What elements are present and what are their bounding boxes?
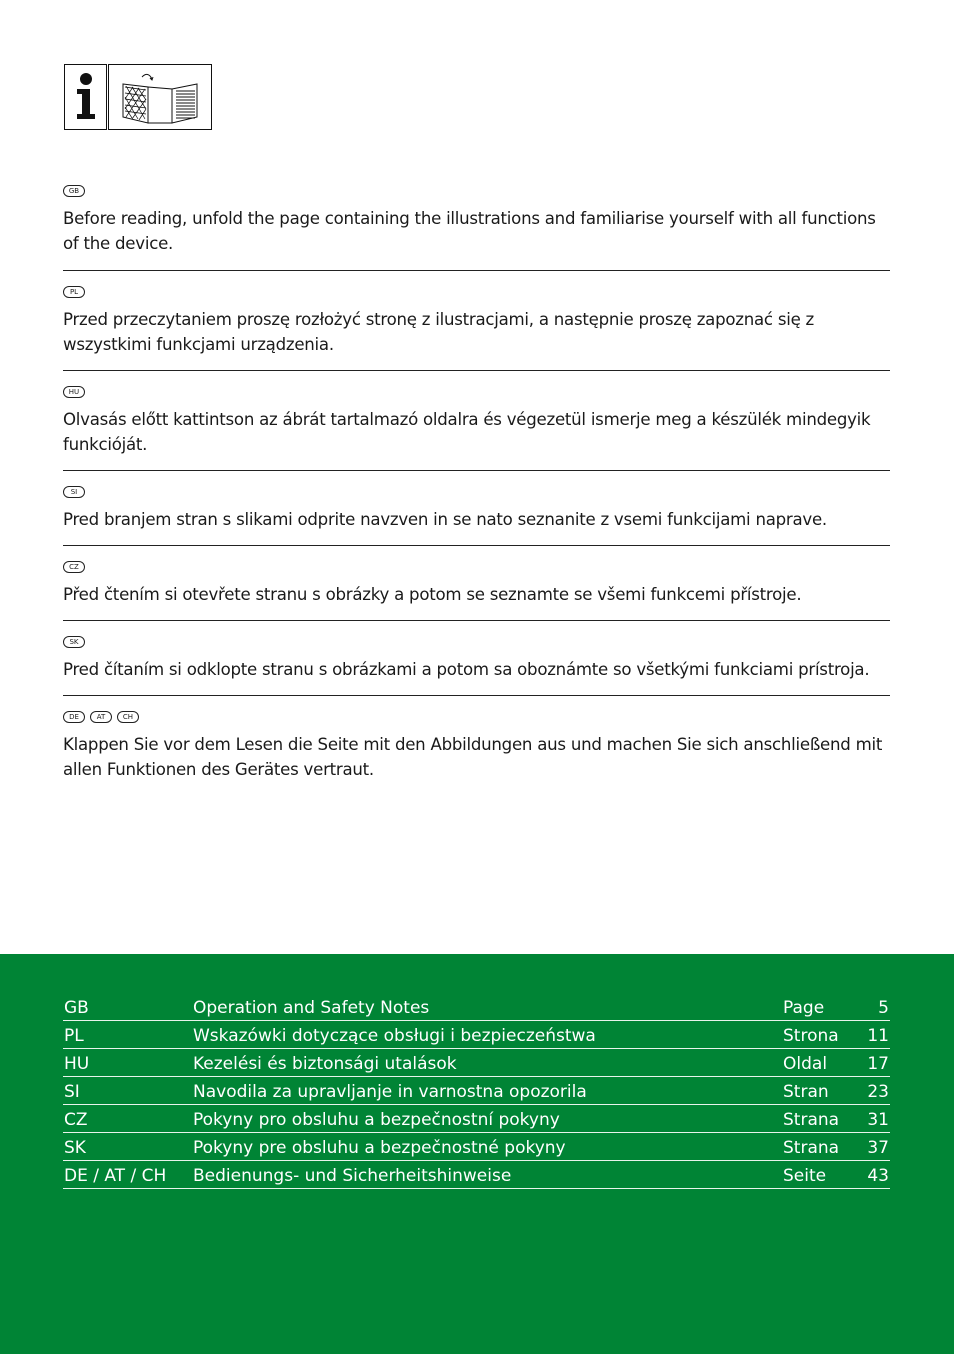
toc-page-word: Strana <box>783 1138 840 1158</box>
table-of-contents <box>63 994 890 1189</box>
country-badge-gb: GB <box>63 185 85 197</box>
toc-language-code: SI <box>64 1082 80 1102</box>
country-badge-at: AT <box>90 711 112 723</box>
note-cz <box>63 546 890 621</box>
note-de-at-ch <box>63 696 890 796</box>
toc-row-si[interactable] <box>63 1078 890 1105</box>
toc-row-sk[interactable] <box>63 1134 890 1161</box>
toc-title: Pokyny pre obsluhu a bezpečnostné pokyny <box>193 1138 566 1158</box>
country-badge-sk: SK <box>63 636 85 648</box>
header-icons <box>64 64 212 130</box>
toc-row-hu[interactable] <box>63 1050 890 1077</box>
note-text: Před čtením si otevřete stranu s obrázky a potom se seznamte se všemi funkcemi přístroje. <box>63 585 802 604</box>
toc-language-code: PL <box>64 1026 84 1046</box>
toc-language-code: CZ <box>64 1110 88 1130</box>
toc-row-gb[interactable] <box>63 994 890 1021</box>
note-pl <box>63 271 890 371</box>
toc-page-number: 5 <box>878 998 889 1018</box>
country-badge-hu: HU <box>63 386 85 398</box>
toc-title: Navodila za upravljanje in varnostna opozorila <box>193 1082 587 1102</box>
toc-title: Operation and Safety Notes <box>193 998 430 1018</box>
note-gb <box>63 185 890 271</box>
toc-title: Pokyny pro obsluhu a bezpečnostní pokyny <box>193 1110 560 1130</box>
toc-page-number: 37 <box>867 1138 889 1158</box>
unfold-notes <box>63 185 890 796</box>
toc-page-number: 11 <box>867 1026 889 1046</box>
contents-panel <box>0 954 954 1354</box>
country-badge-de: DE <box>63 711 85 723</box>
toc-page-word: Stran <box>783 1082 829 1102</box>
info-icon <box>64 64 107 130</box>
toc-title: Kezelési és biztonsági utalások <box>193 1054 457 1074</box>
toc-row-pl[interactable] <box>63 1022 890 1049</box>
toc-page-number: 23 <box>867 1082 889 1102</box>
toc-row-de-at-ch[interactable] <box>63 1162 890 1189</box>
toc-page-word: Strona <box>783 1026 839 1046</box>
toc-language-code: GB <box>64 998 89 1018</box>
note-text: Pred čítaním si odklopte stranu s obrázkami a potom sa oboznámte so všetkými funkciami prístroja. <box>63 660 870 679</box>
note-text: Klappen Sie vor dem Lesen die Seite mit den Abbildungen aus und machen Sie sich anschließend mit allen Funktionen des Gerätes vertraut. <box>63 735 883 779</box>
toc-language-code: SK <box>64 1138 86 1158</box>
country-badge-ch: CH <box>117 711 139 723</box>
note-text: Olvasás előtt kattintson az ábrát tartalmazó oldalra és végezetül ismerje meg a készülék mindegyik funkcióját. <box>63 410 871 454</box>
note-sk <box>63 621 890 696</box>
country-badge-cz: CZ <box>63 561 85 573</box>
note-text: Before reading, unfold the page containing the illustrations and familiarise yourself with all functions of the device. <box>63 209 876 253</box>
toc-page-number: 17 <box>867 1054 889 1074</box>
note-hu <box>63 371 890 471</box>
toc-language-code: DE / AT / CH <box>64 1166 167 1186</box>
toc-page-word: Seite <box>783 1166 827 1186</box>
toc-page-number: 43 <box>867 1166 889 1186</box>
toc-page-number: 31 <box>867 1110 889 1130</box>
toc-language-code: HU <box>64 1054 90 1074</box>
toc-page-word: Oldal <box>783 1054 828 1074</box>
note-text: Pred branjem stran s slikami odprite navzven in se nato seznanite z vsemi funkcijami naprave. <box>63 510 827 529</box>
note-text: Przed przeczytaniem proszę rozłożyć stronę z ilustracjami, a następnie proszę zapoznać się z wszystkimi funkcjami urządzenia. <box>63 310 815 354</box>
country-badge-pl: PL <box>63 286 85 298</box>
toc-page-word: Strana <box>783 1110 840 1130</box>
toc-title: Wskazówki dotyczące obsługi i bezpieczeństwa <box>193 1026 596 1046</box>
country-badge-si: SI <box>63 486 85 498</box>
unfold-page-icon <box>108 64 212 130</box>
toc-page-word: Page <box>783 998 825 1018</box>
toc-row-cz[interactable] <box>63 1106 890 1133</box>
toc-title: Bedienungs- und Sicherheitshinweise <box>193 1166 512 1186</box>
note-si <box>63 471 890 546</box>
